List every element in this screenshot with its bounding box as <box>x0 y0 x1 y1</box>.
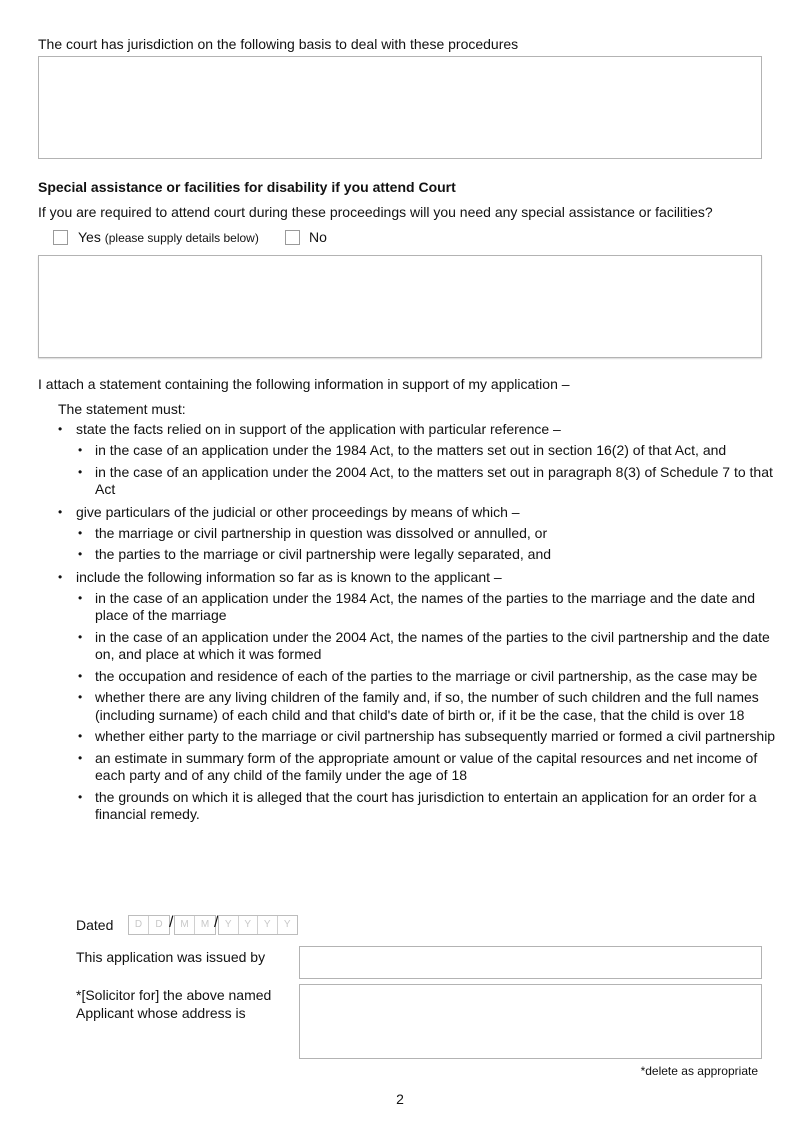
sub-list-item: • the grounds on which it is alleged that the court has jurisdiction to entertain an application for an order for a financial remedy. <box>76 789 778 824</box>
yes-label-text: Yes <box>78 229 101 245</box>
date-cell: M <box>175 916 195 934</box>
sub-list-item: • in the case of an application under the 2004 Act, the names of the parties to the civil partnership and the date on, and place at which it was formed <box>76 629 778 664</box>
sub-list-item: • the parties to the marriage or civil partnership were legally separated, and <box>76 546 778 564</box>
jurisdiction-textarea[interactable] <box>38 56 762 159</box>
jurisdiction-label: The court has jurisdiction on the following basis to deal with these procedures <box>38 36 519 52</box>
list-item-text: include the following information so far as is known to the applicant – <box>76 568 502 585</box>
date-day-field[interactable] <box>128 915 170 935</box>
list-item <box>58 503 778 564</box>
statement-intro: I attach a statement containing the following information in support of my application – <box>38 376 570 392</box>
special-assistance-heading: Special assistance or facilities for disability if you attend Court <box>38 179 456 195</box>
list-item <box>58 420 778 499</box>
statement-must: The statement must: <box>58 401 186 417</box>
sub-list-item: • the occupation and residence of each of the parties to the marriage or civil partnership, as the case may be <box>76 668 778 686</box>
date-cell: Y <box>283 919 291 930</box>
special-assistance-details-textarea[interactable] <box>38 255 762 358</box>
date-cell: Y <box>258 916 278 934</box>
list-item-text: give particulars of the judicial or other proceedings by means of which – <box>76 503 520 520</box>
date-separator: / <box>169 914 174 931</box>
date-cell: M <box>200 919 210 930</box>
yes-checkbox[interactable] <box>53 230 68 245</box>
date-year-field[interactable] <box>218 915 298 935</box>
issued-by-field[interactable] <box>299 946 762 979</box>
solicitor-label-line1: *[Solicitor for] the above named <box>76 987 272 1003</box>
solicitor-label-line2: Applicant whose address is <box>76 1005 246 1021</box>
special-assistance-question: If you are required to attend court during these proceedings will you need any special assistance or facilities? <box>38 204 713 220</box>
date-month-field[interactable] <box>174 914 219 935</box>
sub-list-item: • in the case of an application under the 1984 Act, to the matters set out in section 16(2) of that Act, and <box>76 442 778 460</box>
statement-requirements-list <box>58 420 778 828</box>
date-separator: / <box>214 914 219 931</box>
no-label: No <box>309 229 327 245</box>
date-cell: Y <box>239 916 259 934</box>
issued-by-label: This application was issued by <box>76 949 266 965</box>
list-item-text: state the facts relied on in support of the application with particular reference – <box>76 421 561 437</box>
footnote: *delete as appropriate <box>640 1064 758 1078</box>
sub-list-item: • whether either party to the marriage or civil partnership has subsequently married or formed a civil partnership <box>76 728 778 746</box>
sub-list-item: • whether there are any living children of the family and, if so, the number of such children and the full names (including surname) of each child and that child's date of birth or, if it be the case, that the child is over 18 <box>76 689 778 724</box>
sub-list-item: • in the case of an application under the 1984 Act, the names of the parties to the marriage and the date and place of the marriage <box>76 590 778 625</box>
sub-list-item: • in the case of an application under the 2004 Act, to the matters set out in paragraph 8(3) of Schedule 7 to that Act <box>76 464 778 499</box>
solicitor-address-field[interactable] <box>299 984 762 1059</box>
page-number: 2 <box>396 1091 404 1107</box>
sub-list-item: • an estimate in summary form of the appropriate amount or value of the capital resources and net income of each party and of any child of the family under the age of 18 <box>76 750 778 785</box>
date-cell: Y <box>219 916 239 934</box>
date-cell: D <box>129 916 149 934</box>
date-cell: D <box>155 919 163 930</box>
list-item <box>58 568 778 824</box>
yes-label <box>78 228 259 247</box>
yes-note: (please supply details below) <box>104 231 259 245</box>
dated-label: Dated <box>76 917 114 933</box>
sub-list-item: • the marriage or civil partnership in question was dissolved or annulled, or <box>76 525 778 543</box>
no-checkbox[interactable] <box>285 230 300 245</box>
